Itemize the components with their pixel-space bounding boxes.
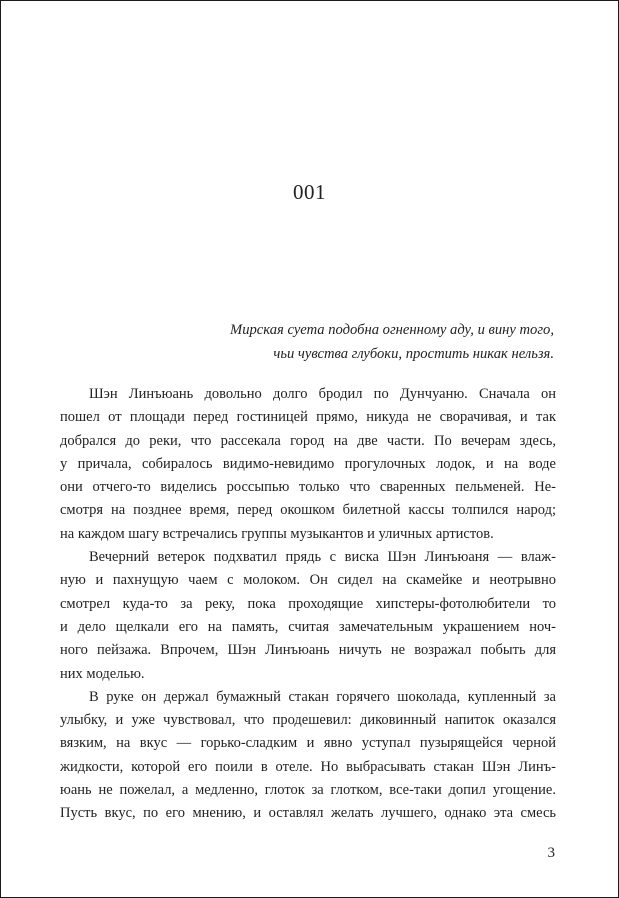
text-line: смотря на позднее время, перед окошком билетной кассы толпился народ;: [60, 502, 556, 519]
paragraph: [60, 383, 556, 546]
text-line: ного пейзажа. Впрочем, Шэн Линъюань ничуть не возражал побыть для: [60, 642, 556, 659]
epigraph-line: Мирская суета подобна огненному аду, и вину того,: [230, 322, 554, 338]
text-line: добрался до реки, что рассекала город на две части. По вечерам здесь,: [60, 432, 556, 449]
body-text: [60, 383, 556, 826]
text-line: В руке он держал бумажный стакан горячего шоколада, купленный за: [89, 688, 556, 705]
text-line: они отчего-то виделись россыпью только что сваренных пельменей. Не-: [60, 479, 556, 496]
paragraph: [60, 546, 556, 686]
text-line: смотрел куда-то за реку, пока проходящие хипстеры-фотолюбители то: [60, 595, 556, 612]
text-line: Пусть вкус, по его мнению, и оставлял желать лучшего, однако эта смесь: [60, 805, 556, 822]
text-line: них моделью.: [60, 665, 145, 682]
text-line: вязким, на вкус — горько-сладким и явно уступал пузырящейся черной: [60, 735, 556, 752]
text-line: Шэн Линъюань довольно долго бродил по Дунчуаню. Сначала он: [89, 386, 556, 402]
text-line: юань не пожелал, а медленно, глоток за глотком, все-таки допил угощение.: [60, 782, 556, 799]
text-line: Вечерний ветерок подхватил прядь с виска Шэн Линъюаня — влаж-: [89, 549, 556, 566]
epigraph: [74, 318, 554, 366]
text-line: улыбку, и уже чувствовал, что продешевил: диковинный напиток оказался: [60, 712, 556, 729]
text-line: у причала, собиралось видимо-невидимо прогулочных лодок, и на воде: [60, 455, 556, 472]
text-line: на каждом шагу встречались группы музыкантов и уличных артистов.: [60, 525, 494, 542]
text-line: и дело щелкали его на память, считая замечательным украшением ноч-: [60, 618, 556, 635]
chapter-number: 001: [293, 180, 326, 204]
page-number: 3: [547, 845, 555, 861]
text-line: жидкости, которой его поили в отеле. Но выбрасывать стакан Шэн Линъ-: [60, 758, 556, 775]
epigraph-line: чьи чувства глубоки, простить никак нельзя.: [273, 346, 554, 362]
paragraph: [60, 686, 556, 826]
text-line: пошел от площади перед гостиницей прямо, никуда не сворачивая, и так: [60, 409, 556, 426]
text-line: ную и пахнущую чаем с молоком. Он сидел на скамейке и неотрывно: [60, 572, 556, 589]
